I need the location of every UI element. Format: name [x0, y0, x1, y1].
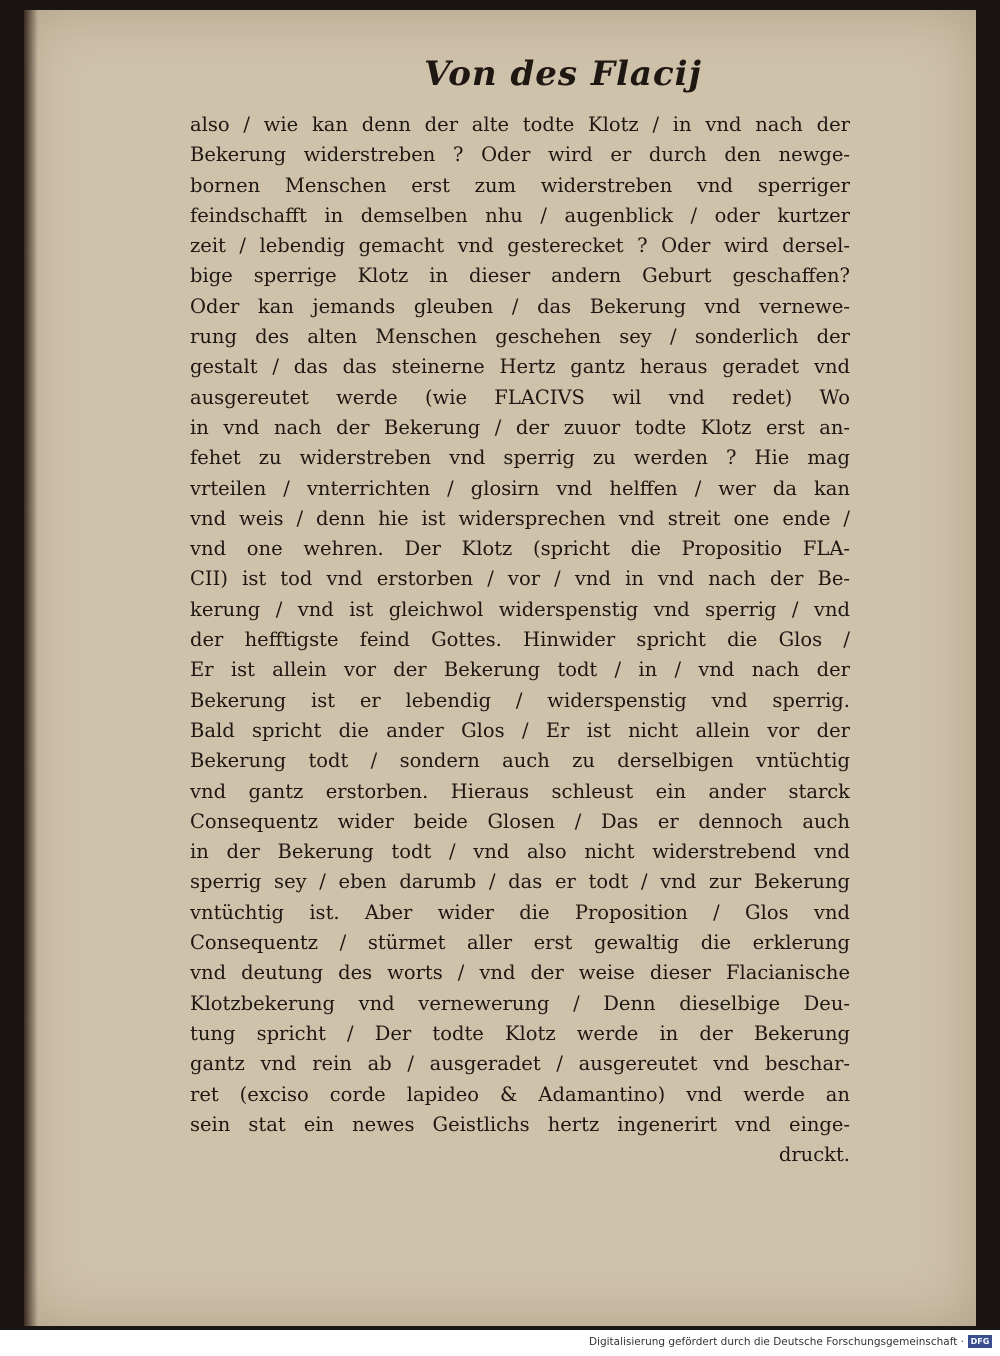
text-line: Consequentz wider beide Glosen / Das er dennoch auch — [190, 809, 850, 833]
body-text — [190, 110, 850, 1170]
text-line: Bekerung widerstreben ? Oder wird er durch den newge- — [190, 143, 850, 167]
text-line: in vnd nach der Bekerung / der zuuor todte Klotz erst an- — [190, 415, 850, 439]
text-line: Consequentz / stürmet aller erst gewaltig die erklerung — [190, 931, 850, 955]
text-line: bige sperrige Klotz in dieser andern Geburt geschaffen? — [190, 264, 850, 288]
text-line: vnd one wehren. Der Klotz (spricht die Propositio FLA- — [190, 537, 850, 561]
text-line: feindschafft in demselben nhu / augenblick / oder kurtzer — [190, 203, 850, 227]
text-line: sein stat ein newes Geistlichs hertz ingenerirt vnd einge- — [190, 1112, 850, 1136]
text-line: druckt. — [778, 1143, 850, 1167]
text-line: Bekerung todt / sondern auch zu derselbigen vntüchtig — [190, 749, 850, 773]
text-line: gestalt / das das steinerne Hertz gantz heraus geradet vnd — [190, 355, 850, 379]
text-line: tung spricht / Der todte Klotz werde in der Bekerung — [190, 1021, 850, 1045]
text-line: kerung / vnd ist gleichwol widerspenstig vnd sperrig / vnd — [190, 597, 850, 621]
text-line: ret (exciso corde lapideo & Adamantino) vnd werde an — [190, 1082, 850, 1106]
text-line: sperrig sey / eben darumb / das er todt / vnd zur Bekerung — [190, 870, 850, 894]
text-line: vnd weis / denn hie ist widersprechen vnd streit one ende / — [190, 506, 850, 530]
page-gutter-shadow — [24, 10, 38, 1326]
text-line: vrteilen / vnterrichten / glosirn vnd helffen / wer da kan — [190, 476, 850, 500]
running-title: Von des Flacij — [424, 54, 702, 94]
text-line: Bekerung ist er lebendig / widerspenstig vnd sperrig. — [190, 688, 850, 712]
text-line: rung des alten Menschen geschehen sey / sonderlich der — [190, 325, 850, 349]
text-line: vntüchtig ist. Aber wider die Proposition / Glos vnd — [190, 900, 850, 924]
text-line: vnd gantz erstorben. Hieraus schleust ein ander starck — [190, 779, 850, 803]
text-line: bornen Menschen erst zum widerstreben vnd sperriger — [190, 173, 850, 197]
text-line: CII) ist tod vnd erstorben / vor / vnd in vnd nach der Be- — [190, 567, 850, 591]
funding-credit: Digitalisierung gefördert durch die Deutsche Forschungsgemeinschaft · — [588, 1336, 964, 1348]
text-line: zeit / lebendig gemacht vnd gesterecket ? Oder wird dersel- — [190, 234, 850, 258]
text-line: gantz vnd rein ab / ausgeradet / ausgereutet vnd beschar- — [190, 1052, 850, 1076]
text-line: vnd deutung des worts / vnd der weise dieser Flacianische — [190, 961, 850, 985]
text-line: Er ist allein vor der Bekerung todt / in / vnd nach der — [190, 658, 850, 682]
text-line: Klotzbekerung vnd vernewerung / Denn dieselbige Deu- — [190, 991, 850, 1015]
text-line: also / wie kan denn der alte todte Klotz / in vnd nach der — [190, 113, 850, 136]
text-line: fehet zu widerstreben vnd sperrig zu werden ? Hie mag — [190, 446, 850, 470]
dfg-logo-icon: DFG — [968, 1335, 992, 1348]
text-line: der hefftigste feind Gottes. Hinwider spricht die Glos / — [190, 628, 850, 652]
footer — [0, 1330, 1000, 1356]
text-line: Bald spricht die ander Glos / Er ist nicht allein vor der — [190, 718, 850, 742]
text-line: ausgereutet werde (wie FLACIVS wil vnd redet) Wo — [190, 385, 850, 409]
text-line: Oder kan jemands gleuben / das Bekerung vnd vernewe- — [190, 294, 850, 318]
text-line: in der Bekerung todt / vnd also nicht widerstrebend vnd — [190, 840, 850, 864]
